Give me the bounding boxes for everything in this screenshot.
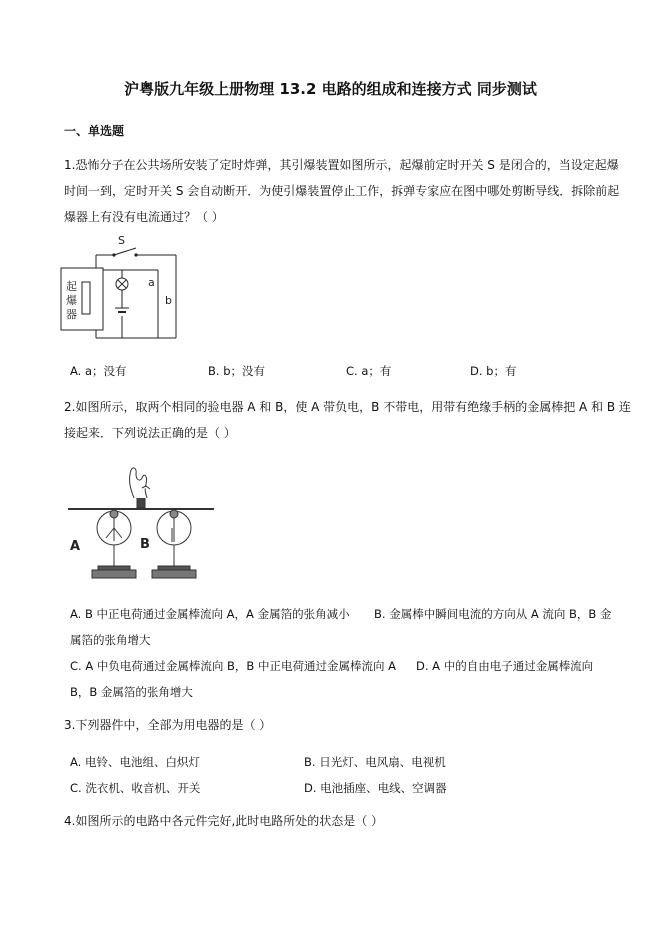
section-heading: 一、单选题 [64, 124, 125, 138]
q2-option-c[interactable]: C. A 中负电荷通过金属棒流向 B，B 中正电荷通过金属棒流向 A [70, 659, 396, 673]
insulated-handle-icon [130, 468, 150, 508]
q2-electroscope-figure [64, 458, 224, 584]
q2-stem-line-1: 2.如图所示，取两个相同的验电器 A 和 B，使 A 带负电，B 不带电，用带有绝缘手柄的金属棒把 A 和 B 连 [64, 400, 631, 414]
q2-option-d-cont: B，B 金属箔的张角增大 [70, 685, 193, 699]
q1-resistor [82, 282, 90, 314]
q1-option-c[interactable]: C. a；有 [346, 364, 392, 378]
page-title: 沪粤版九年级上册物理 13.2 电路的组成和连接方式 同步测试 [124, 80, 537, 98]
q3-option-d[interactable]: D. 电池插座、电线、空调器 [304, 781, 447, 795]
q1-stem-line-2: 时间一到，定时开关 S 会自动断开．为使引爆装置停止工作，拆弹专家应在图中哪处剪断导线．拆除前起 [64, 184, 620, 198]
q3-option-b[interactable]: B. 日光灯、电风扇、电视机 [304, 755, 446, 769]
q1-battery-icon [115, 308, 129, 312]
q1-point-a-label: a [148, 276, 155, 289]
q1-stem-line-3: 爆器上有没有电流通过？（ ） [64, 210, 224, 224]
q2-label-b: B [140, 537, 150, 552]
q1-option-a[interactable]: A. a；没有 [70, 364, 127, 378]
q1-device-char-1: 起 [66, 280, 77, 293]
q1-point-b-label: b [165, 294, 172, 307]
q3-option-a[interactable]: A. 电铃、电池组、白炽灯 [70, 755, 200, 769]
q2-option-b-cont: 属箔的张角增大 [70, 633, 151, 647]
q2-option-b[interactable]: B. 金属棒中瞬间电流的方向从 A 流向 B，B 金 [374, 607, 612, 621]
q1-circuit-figure [58, 228, 188, 344]
q2-stem-line-2: 接起来．下列说法正确的是（ ） [64, 426, 236, 440]
electroscope-b [152, 510, 196, 578]
q1-device-char-3: 器 [66, 308, 77, 321]
q1-option-b[interactable]: B. b；没有 [208, 364, 265, 378]
q2-label-a: A [70, 539, 81, 554]
q1-stem-line-1: 1.恐怖分子在公共场所安装了定时炸弹，其引爆装置如图所示，起爆前定时开关 S 是闭合的，当设定起爆 [64, 158, 619, 172]
q2-option-a[interactable]: A. B 中正电荷通过金属棒流向 A，A 金属箔的张角减小 [70, 607, 350, 621]
q1-option-d[interactable]: D. b；有 [470, 364, 517, 378]
q4-stem: 4.如图所示的电路中各元件完好,此时电路所处的状态是（ ） [64, 814, 384, 828]
q1-lamp-icon [116, 278, 128, 290]
electroscope-a [92, 510, 136, 578]
q3-stem: 3.下列器件中，全部为用电器的是（ ） [64, 718, 272, 732]
q1-switch-label: S [118, 234, 125, 247]
q2-option-d[interactable]: D. A 中的自由电子通过金属棒流向 [416, 659, 594, 673]
q1-device-char-2: 爆 [66, 294, 77, 307]
q3-option-c[interactable]: C. 洗衣机、收音机、开关 [70, 781, 201, 795]
